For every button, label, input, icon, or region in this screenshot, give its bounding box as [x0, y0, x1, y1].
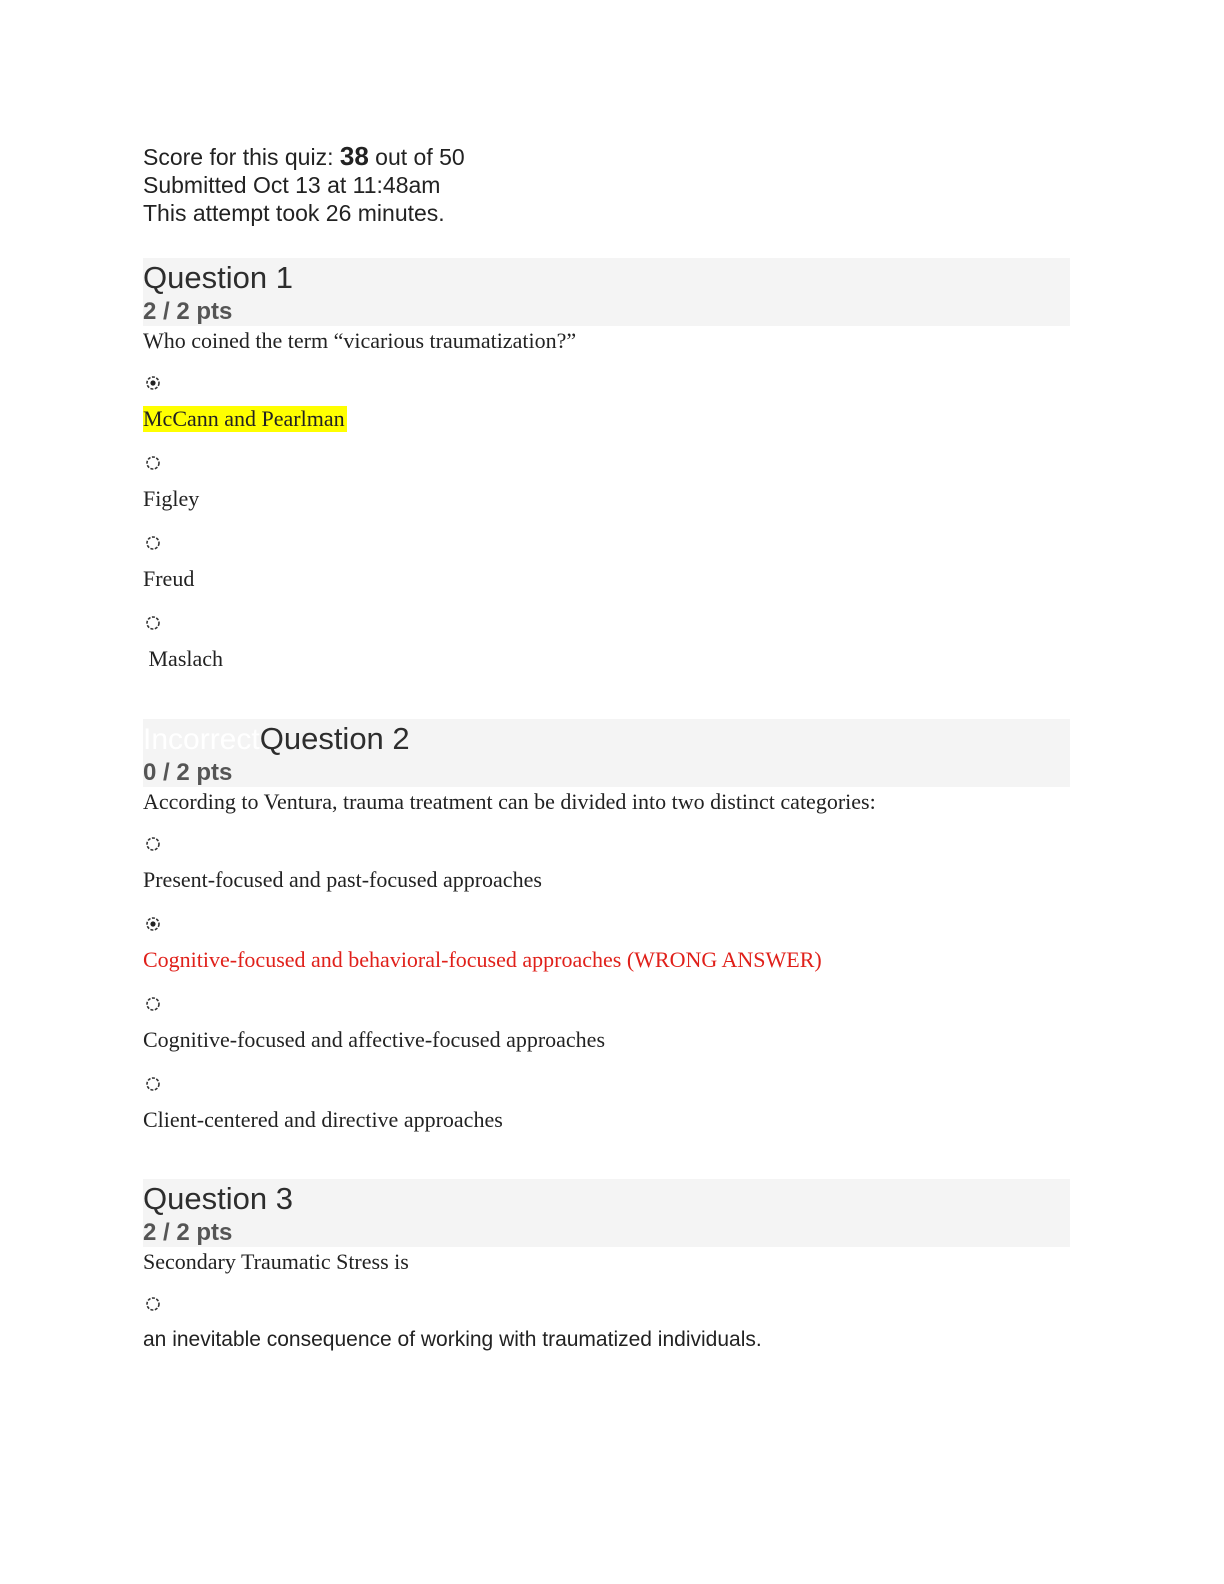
submitted-line: Submitted Oct 13 at 11:48am [143, 172, 441, 198]
question-title [143, 260, 293, 297]
status-label: Incorrect [143, 723, 260, 756]
answer-option[interactable] [143, 596, 1070, 676]
answer-option[interactable] [143, 1277, 1070, 1357]
quiz-summary [143, 142, 1070, 227]
question-3 [143, 1179, 1070, 1357]
answer-text: Client-centered and directive approaches [143, 1107, 503, 1132]
duration-line: This attempt took 26 minutes. [143, 200, 445, 226]
quiz-results-page [143, 142, 1070, 1357]
question-title [143, 1181, 293, 1218]
answer-option[interactable] [143, 436, 1070, 516]
radio-icon[interactable] [146, 536, 160, 550]
question-prompt: According to Ventura, trauma treatment can be divided into two distinct categories: [143, 789, 876, 814]
answer-option[interactable] [143, 977, 1070, 1057]
radio-icon[interactable] [146, 616, 160, 630]
radio-icon[interactable] [146, 456, 160, 470]
answer-option[interactable] [143, 1057, 1070, 1137]
question-1 [143, 258, 1070, 676]
question-title-text: Question 1 [143, 260, 293, 295]
radio-icon[interactable] [146, 1297, 160, 1311]
question-title-text: Question 3 [143, 1181, 293, 1216]
answer-text: McCann and Pearlman [143, 406, 345, 431]
question-prompt: Secondary Traumatic Stress is [143, 1249, 409, 1274]
radio-selected-icon[interactable] [146, 917, 160, 931]
question-points: 0 / 2 pts [143, 759, 233, 786]
radio-icon[interactable] [146, 1077, 160, 1091]
question-points: 2 / 2 pts [143, 298, 233, 325]
question-title-text: Question 2 [259, 721, 410, 756]
score-prefix: Score for this quiz: [143, 144, 340, 170]
question-header [143, 719, 1070, 787]
answer-option[interactable] [143, 356, 1070, 436]
answer-text: Maslach [143, 646, 224, 671]
answer-text: Cognitive-focused and affective-focused approaches [143, 1027, 606, 1052]
answer-text: Present-focused and past-focused approaches [143, 867, 542, 892]
question-2 [143, 719, 1070, 1137]
question-header [143, 1179, 1070, 1247]
question-header [143, 258, 1070, 326]
question-points: 2 / 2 pts [143, 1219, 233, 1246]
answer-text: Figley [143, 486, 200, 511]
answer-text: an inevitable consequence of working with traumatized individuals. [143, 1328, 762, 1351]
answer-option[interactable] [143, 897, 1070, 977]
score-suffix: out of 50 [368, 144, 465, 170]
radio-icon[interactable] [146, 837, 160, 851]
question-title [143, 721, 410, 758]
answer-option[interactable] [143, 817, 1070, 897]
score-value: 38 [339, 141, 369, 171]
answer-text: Freud [143, 566, 195, 591]
radio-icon[interactable] [146, 997, 160, 1011]
answer-text: Cognitive-focused and behavioral-focused approaches (WRONG ANSWER) [143, 947, 822, 972]
radio-selected-icon[interactable] [146, 376, 160, 390]
score-line [143, 142, 1070, 171]
question-prompt: Who coined the term “vicarious traumatization?” [143, 328, 577, 353]
answer-option[interactable] [143, 516, 1070, 596]
